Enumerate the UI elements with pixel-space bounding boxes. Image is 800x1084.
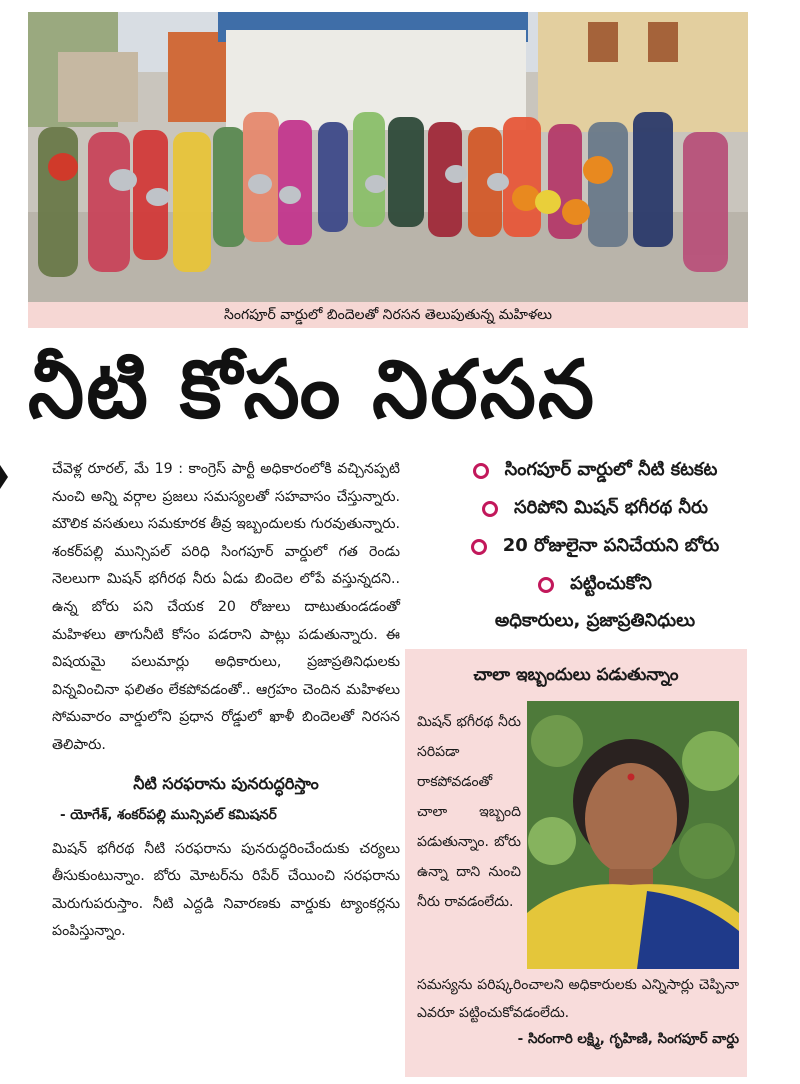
highlight-item-continuation — [410, 604, 780, 640]
news-photo — [28, 12, 748, 304]
quote-box-title: చాలా ఇబ్బందులు పడుతున్నాం — [473, 665, 679, 685]
highlight-item — [410, 566, 780, 604]
quote-text: మిషన్ భగీరథ నీరు సరిపడా రాకపోవడంతో చాలా ఇబ్బంది పడుతున్నాం. బోరు ఉన్నా దాని నుంచి నీరు రావడంలేదు. — [417, 714, 521, 910]
column-edge-mark — [0, 465, 8, 489]
highlight-text: అధికారులు, ప్రజాప్రతినిధులు — [494, 609, 696, 631]
highlight-item — [410, 528, 780, 566]
highlight-item — [410, 490, 780, 528]
quote-box — [405, 649, 747, 1077]
highlight-text: పట్టించుకోని — [570, 572, 652, 594]
article-column — [52, 456, 400, 946]
photo-caption: సింగపూర్ వార్డులో బిందెలతో నిరసన తెలుపుతున్న మహిళలు — [28, 302, 748, 328]
resident-portrait — [527, 701, 739, 969]
quote-text-full: సమస్యను పరిష్కరించాలని అధికారులకు ఎన్నిసార్లు చెప్పినా ఎవరూ పట్టించుకోవడంలేదు. — [417, 977, 739, 1021]
bullet-icon — [473, 463, 489, 479]
protest-photo — [28, 12, 748, 302]
bullet-icon — [482, 501, 498, 517]
bullet-icon — [538, 577, 554, 593]
quote-signature: - సిరంగారి లక్ష్మి, గృహిణి, సింగపూర్ వార్డు — [517, 1031, 739, 1047]
highlight-item — [410, 452, 780, 490]
highlight-text: సింగపూర్ వార్డులో నీటి కటకట — [504, 458, 718, 480]
highlights-list — [410, 452, 780, 640]
article-body-2: మిషన్ భగీరథ నీటి సరఫరాను పునరుద్ధరించేందుకు చర్యలు తీసుకుంటున్నాం. బోరు మోటర్‌ను రిపేర్ చేయించి సరఫరాను మెరుగుపరుస్తాం. నీటి ఎద్దడి నివారణకు వార్డుకు ట్యాంకర్లను పంపిస్తున్నాం. — [52, 840, 400, 940]
article-body: చేవెళ్ల రూరల్, మే 19 : కాంగ్రెస్ పార్టీ అధికారంలోకి వచ్చినప్పటి నుంచి అన్ని వర్గాల ప్రజలు సమస్యలతో సహవాసం చేస్తున్నారు. మౌలిక వసతులు సమకూరక తీవ్ర ఇబ్బందులకు గురవుతున్నారు. శంకర్‌పల్లి మున్సిపల్ పరిధి సింగపూర్ వార్డులో గత రెండు నెలలుగా మిషన్ భగీరథ నీరు ఏడు బిందెల లోపే వస్తున్నదని.. ఉన్న బోరు పని చేయక 20 రోజులు దాటుతుండడంతో మహిళలు తాగునీటి కోసం పడరాని పాట్లు పడుతున్నారు. ఈ విషయమై పలుమార్లు అధికారులు, ప్రజాప్రతినిధులకు విన్నవించినా ఫలితం లేకపోవడంతో.. ఆగ్రహం చెందిన మహిళలు సోమవారం వార్డులోని ప్రధాన రోడ్డులో ఖాళీ బిందెలతో నిరసన తెలిపారు. — [52, 461, 400, 753]
headline: నీటి కోసం నిరసన — [28, 343, 597, 436]
article-attribution: - యోగేశ్, శంకర్‌పల్లి మున్సిపల్ కమిషనర్ — [60, 806, 277, 823]
article-subhead: నీటి సరఫరాను పునరుద్ధరిస్తాం — [133, 773, 319, 793]
highlight-text: 20 రోజులైనా పనిచేయని బోరు — [502, 534, 720, 556]
bullet-icon — [471, 539, 487, 555]
highlight-text: సరిపోని మిషన్ భగీరథ నీరు — [514, 496, 708, 518]
